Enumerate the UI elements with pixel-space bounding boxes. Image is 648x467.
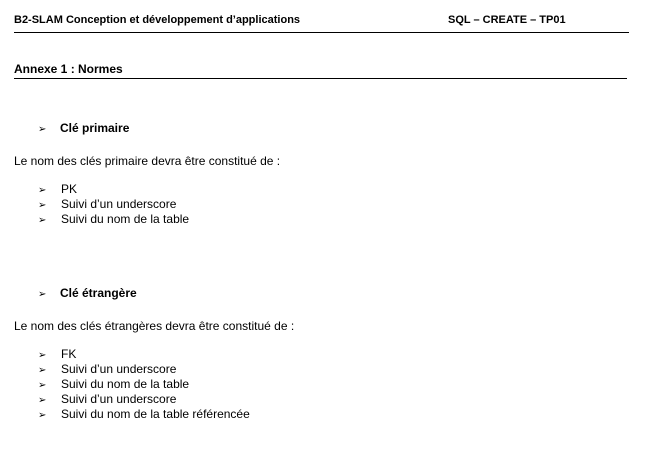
document-reference: SQL – CREATE – TP01 <box>448 14 566 26</box>
section-heading-foreign-key <box>38 286 137 300</box>
arrow-bullet-icon: ➢ <box>38 380 47 391</box>
primary-key-intro: Le nom des clés primaire devra être constitué de : <box>14 154 281 168</box>
arrow-bullet-icon: ➢ <box>38 395 47 406</box>
arrow-bullet-icon: ➢ <box>38 200 47 211</box>
list-item: ➢ PK <box>38 182 78 196</box>
foreign-key-intro: Le nom des clés étrangères devra être constitué de : <box>14 319 295 333</box>
list-item: ➢ Suivi d’un underscore <box>38 362 177 376</box>
arrow-bullet-icon: ➢ <box>38 365 47 376</box>
arrow-bullet-icon: ➢ <box>38 350 47 361</box>
list-item: ➢ Suivi d’un underscore <box>38 392 177 406</box>
list-item: ➢ Suivi du nom de la table référencée <box>38 407 250 421</box>
arrow-bullet-icon: ➢ <box>38 215 47 226</box>
annex-title-text: Annexe 1 : Normes <box>14 62 123 76</box>
section-heading-text: Clé primaire <box>60 121 130 135</box>
section-heading-text: Clé étrangère <box>60 286 137 300</box>
arrow-bullet-icon: ➢ <box>38 410 47 421</box>
list-item: ➢ Suivi du nom de la table <box>38 377 190 391</box>
course-title: B2-SLAM Conception et développement d’applications <box>14 14 301 26</box>
arrow-bullet-icon: ➢ <box>38 289 47 300</box>
running-header <box>14 12 629 33</box>
primary-key-list <box>38 182 189 227</box>
list-item: ➢ Suivi du nom de la table <box>38 212 190 226</box>
annex-title <box>14 61 627 79</box>
arrow-bullet-icon: ➢ <box>38 185 47 196</box>
arrow-bullet-icon: ➢ <box>38 124 47 135</box>
list-item: ➢ Suivi d’un underscore <box>38 197 177 211</box>
list-item: ➢ FK <box>38 347 77 361</box>
section-heading-primary-key <box>38 121 129 135</box>
foreign-key-list <box>38 347 250 422</box>
